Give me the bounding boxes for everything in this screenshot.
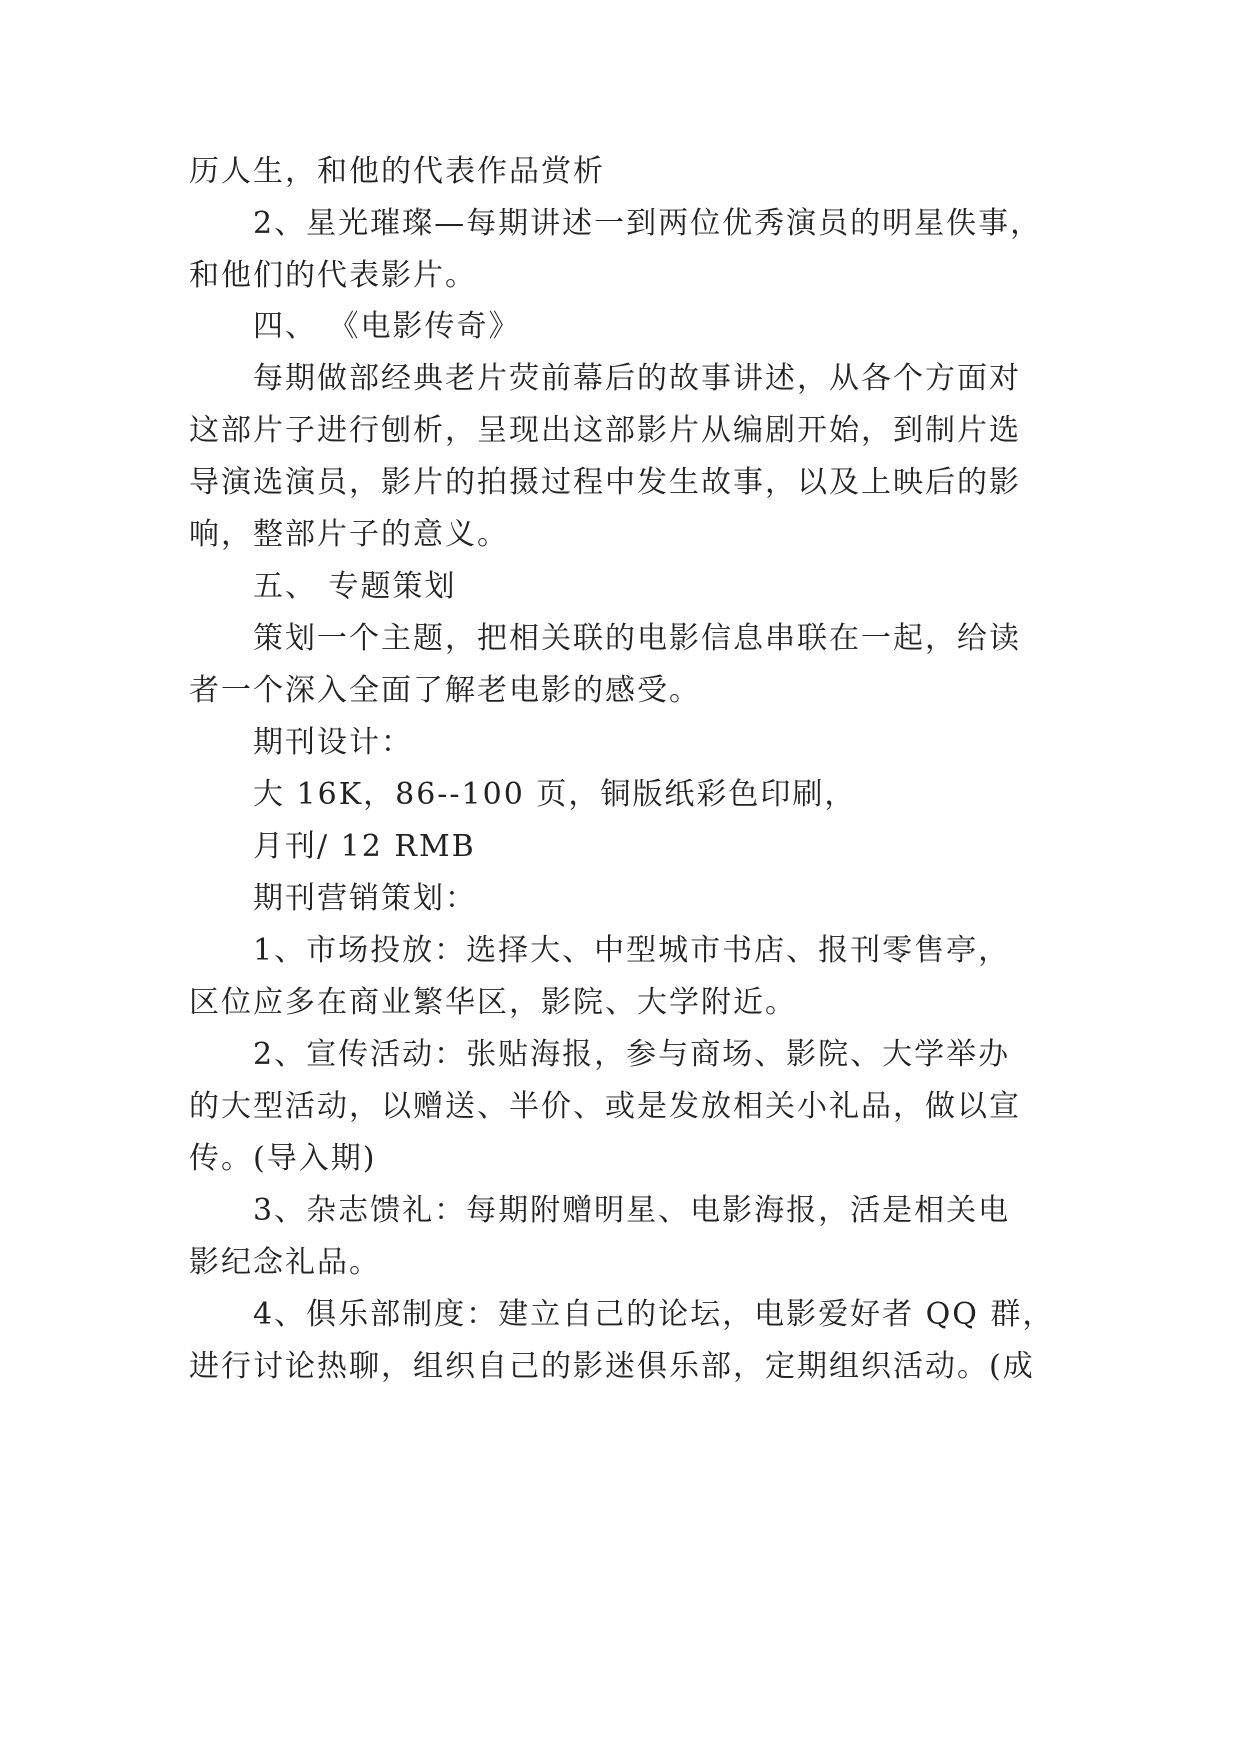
text-line: 和他们的代表影片。: [189, 258, 477, 293]
subheading: 期刊营销策划：: [253, 881, 477, 916]
text-line: 历人生，和他的代表作品赏析: [189, 154, 605, 189]
text-line: 者一个深入全面了解老电影的感受。: [189, 673, 701, 708]
text-line: 传。(导入期): [189, 1141, 377, 1176]
text-line: 月刊/ 12 RMB: [253, 829, 476, 864]
text-line: 响，整部片子的意义。: [189, 517, 509, 552]
text-line: 每期做部经典老片荧前幕后的故事讲述，从各个方面对: [253, 361, 1021, 396]
text-line: 4、俱乐部制度：建立自己的论坛，电影爱好者 QQ 群，: [253, 1297, 1055, 1332]
text-line: 1、市场投放：选择大、中型城市书店、报刊零售亭，: [253, 933, 1011, 968]
text-line: 这部片子进行刨析，呈现出这部影片从编剧开始，到制片选: [189, 413, 1021, 448]
section-heading: 四、 《电影传奇》: [253, 309, 521, 344]
text-line: 的大型活动，以赠送、半价、或是发放相关小礼品，做以宣: [189, 1089, 1021, 1124]
text-line: 区位应多在商业繁华区，影院、大学附近。: [189, 985, 797, 1020]
text-line: 导演选演员，影片的拍摄过程中发生故事，以及上映后的影: [189, 465, 1021, 500]
text-line: 3、杂志馈礼：每期附赠明星、电影海报，活是相关电: [253, 1193, 1011, 1228]
text-line: 2、宣传活动：张贴海报，参与商场、影院、大学举办: [253, 1037, 1011, 1072]
text-line: 影纪念礼品。: [189, 1245, 381, 1280]
section-heading: 五、 专题策划: [253, 569, 457, 604]
subheading: 期刊设计：: [253, 725, 413, 760]
text-line: 2、星光璀璨—每期讲述一到两位优秀演员的明星佚事，: [253, 206, 1043, 241]
text-line: 进行讨论热聊，组织自己的影迷俱乐部，定期组织活动。(成: [189, 1349, 1035, 1384]
text-line: 大 16K，86--100 页，铜版纸彩色印刷，: [253, 777, 857, 812]
text-line: 策划一个主题，把相关联的电影信息串联在一起，给读: [253, 621, 1021, 656]
